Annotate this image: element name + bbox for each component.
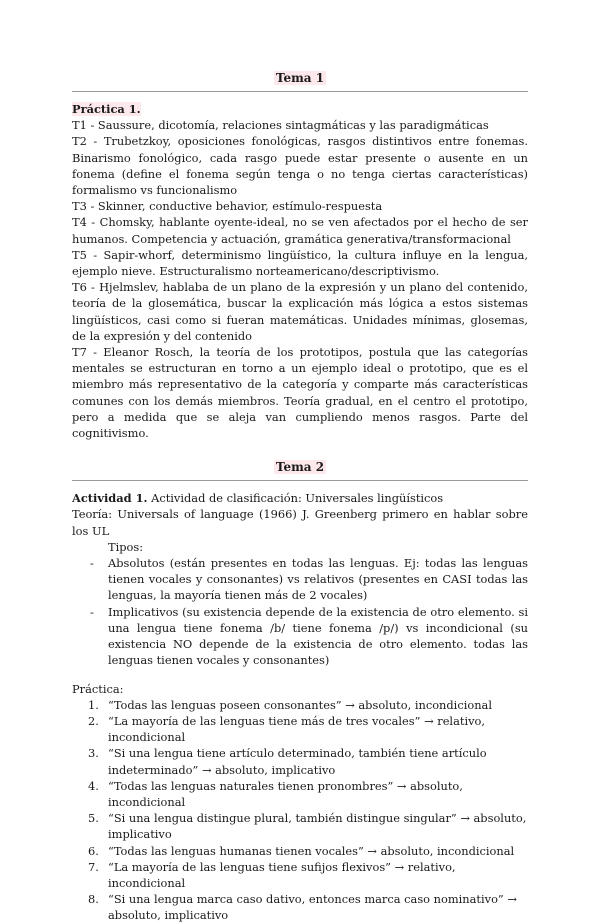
tema1-item-t2: T2 - Trubetzkoy, oposiciones fonológicas, rasgos distintivos entre fonemas. Binarismo fonológico, cada rasgo puede estar presente o ausente en un fonema (define el fonema según tenga o no tenga ciertas características) formalismo vs funcionalismo xyxy=(72,134,528,198)
tema1-item-t3: T3 - Skinner, conductive behavior, estímulo-respuesta xyxy=(72,199,383,214)
practica-list xyxy=(72,697,528,924)
list-item: 4. “Todas las lenguas naturales tienen pronombres” → absoluto, incondicional xyxy=(88,778,463,809)
tema1-item-t5: T5 - Sapir-whorf, determinismo lingüístico, la cultura influye en la lengua, ejemplo nieve. Estructuralismo norteamericano/descriptivismo. xyxy=(72,247,528,279)
tema1-divider xyxy=(72,91,528,92)
tema1-item-t1: T1 - Saussure, dicotomía, relaciones sintagmáticas y las paradigmáticas xyxy=(72,118,489,133)
list-item: 2. “La mayoría de las lenguas tiene más de tres vocales” → relativo, incondicional xyxy=(88,713,485,745)
tipos-label: Tipos: xyxy=(108,539,144,554)
tema1-item-t7: T7 - Eleanor Rosch, la teoría de los prototipos, postula que las categorías mentales se estructuran en torno a un ejemplo ideal o prototipo, que es el miembro más representativo de la categoría y comparte más características comunes con los demás miembros. Teoría gradual, en el centro el prototipo, pero a medida que se aleja van cumpliendo menos rasgos. Parte del cognitivismo. xyxy=(72,345,528,441)
document-page xyxy=(72,70,528,924)
tema2-divider xyxy=(72,480,528,481)
list-item: 6. “Todas las lenguas humanas tienen vocales” → absoluto, incondicional xyxy=(88,843,515,858)
list-item: 1. “Todas las lenguas poseen consonantes” → absoluto, incondicional xyxy=(88,697,492,712)
list-item: 8. “Si una lengua marca caso dativo, entonces marca caso nominativo” → absoluto, implicativo xyxy=(88,892,517,923)
tema1-item-t4: T4 - Chomsky, hablante oyente-ideal, no se ven afectados por el hecho de ser humanos. Competencia y actuación, gramática generativa/transformacional xyxy=(72,215,528,246)
tipos-list xyxy=(72,555,528,668)
tema1-title: Tema 1 xyxy=(275,71,325,85)
tema1-item-t6: T6 - Hjelmslev, hablaba de un plano de la expresión y un plano del contenido, teoría de la glosemática, buscar la explicación más lógica a estos sistemas lingüísticos, casi como si fueran matemáticas. Unidades mínimas, glosemas, de la expresión y del contenido xyxy=(72,280,528,343)
practica-label: Práctica: xyxy=(72,681,124,696)
actividad1-heading: Actividad 1. Actividad de clasificación: Universales lingüísticos xyxy=(72,491,444,506)
practica1-heading: Práctica 1. xyxy=(72,102,141,116)
list-item: 3. “Si una lengua tiene artículo determinado, también tiene artículo indeterminado” → absoluto, implicativo xyxy=(88,746,487,777)
list-item: 5. “Si una lengua distingue plural, también distingue singular” → absoluto, implicativo xyxy=(88,811,527,842)
list-item: - Implicativos (su existencia depende de la existencia de otro elemento. si una lengua tiene fonema /b/ tiene fonema /p/) vs incondicional (su existencia NO depende de la existencia de otro elemento. todas las lenguas tienen vocales y consonantes) xyxy=(72,604,528,669)
tema2-title: Tema 2 xyxy=(275,460,325,475)
teoria-line: Teoría: Universals of language (1966) J. Greenberg primero en hablar sobre los UL xyxy=(72,507,528,538)
list-item: - Absolutos (están presentes en todas las lenguas. Ej: todas las lenguas tienen vocales y consonantes) vs relativos (presentes en CASI todas las lenguas, la mayoría tienen más de 2 vocales) xyxy=(72,555,528,604)
list-item: 7. “La mayoría de las lenguas tiene sufijos flexivos” → relativo, incondicional xyxy=(88,859,456,890)
